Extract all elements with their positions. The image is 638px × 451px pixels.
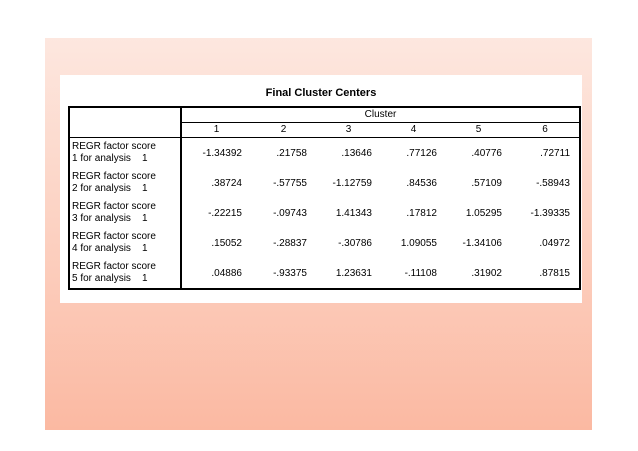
row-label-line2: 3 for analysis 1 [72, 213, 148, 224]
table-row [69, 228, 580, 258]
table-row [69, 138, 580, 169]
table-row [69, 258, 580, 289]
value-cell: -1.34106 [462, 237, 502, 249]
value-cell: .21758 [276, 147, 307, 159]
cluster-centers-table [68, 106, 581, 290]
value-cell: -.30786 [338, 237, 372, 249]
value-cell: .40776 [471, 147, 502, 159]
row-label-line1: REGR factor score [72, 231, 156, 242]
header-corner-cell [69, 123, 181, 138]
row-label-line2: 1 for analysis 1 [72, 153, 148, 164]
column-header: 6 [511, 123, 580, 138]
value-cell: .87815 [539, 267, 570, 279]
column-number-row [69, 123, 580, 138]
table-header-row [69, 107, 580, 123]
table-row [69, 168, 580, 198]
row-label-line1: REGR factor score [72, 141, 156, 152]
column-header: 5 [446, 123, 511, 138]
value-cell: -.09743 [273, 207, 307, 219]
row-label [69, 228, 181, 258]
value-cell: -.11108 [404, 267, 437, 279]
value-cell: .57109 [471, 177, 502, 189]
value-cell: .13646 [341, 147, 372, 159]
value-cell: 1.05295 [465, 207, 502, 219]
table-panel [60, 75, 582, 303]
value-cell: -1.34392 [202, 147, 242, 159]
value-cell: -.57755 [273, 177, 307, 189]
row-label [69, 258, 181, 289]
value-cell: .77126 [406, 147, 437, 159]
value-cell: -.93375 [273, 267, 307, 279]
cluster-header: Cluster [181, 107, 580, 123]
value-cell: .38724 [211, 177, 242, 189]
row-label-line2: 5 for analysis 1 [72, 273, 148, 284]
column-header: 3 [316, 123, 381, 138]
row-label [69, 198, 181, 228]
value-cell: -.22215 [208, 207, 242, 219]
table-row [69, 198, 580, 228]
value-cell: -.28837 [273, 237, 307, 249]
value-cell: -.58943 [536, 177, 570, 189]
value-cell: .17812 [406, 207, 437, 219]
value-cell: 1.09055 [400, 237, 437, 249]
row-label-line2: 2 for analysis 1 [72, 183, 148, 194]
value-cell: .84536 [406, 177, 437, 189]
column-header: 2 [251, 123, 316, 138]
value-cell: 1.23631 [335, 267, 372, 279]
row-label-line1: REGR factor score [72, 201, 156, 212]
value-cell: .72711 [540, 147, 570, 159]
value-cell: .04972 [539, 237, 570, 249]
row-label [69, 168, 181, 198]
value-cell: -1.12759 [332, 177, 372, 189]
table-title: Final Cluster Centers [265, 87, 377, 99]
value-cell: 1.41343 [335, 207, 372, 219]
value-cell: .04886 [211, 267, 242, 279]
row-label-line1: REGR factor score [72, 171, 156, 182]
value-cell: .15052 [211, 237, 242, 249]
row-label-line2: 4 for analysis 1 [72, 243, 148, 254]
column-header: 4 [381, 123, 446, 138]
column-header: 1 [181, 123, 251, 138]
row-label [69, 138, 181, 169]
header-corner-cell [69, 107, 181, 123]
row-label-line1: REGR factor score [72, 261, 156, 272]
value-cell: -1.39335 [530, 207, 570, 219]
value-cell: .31902 [471, 267, 502, 279]
